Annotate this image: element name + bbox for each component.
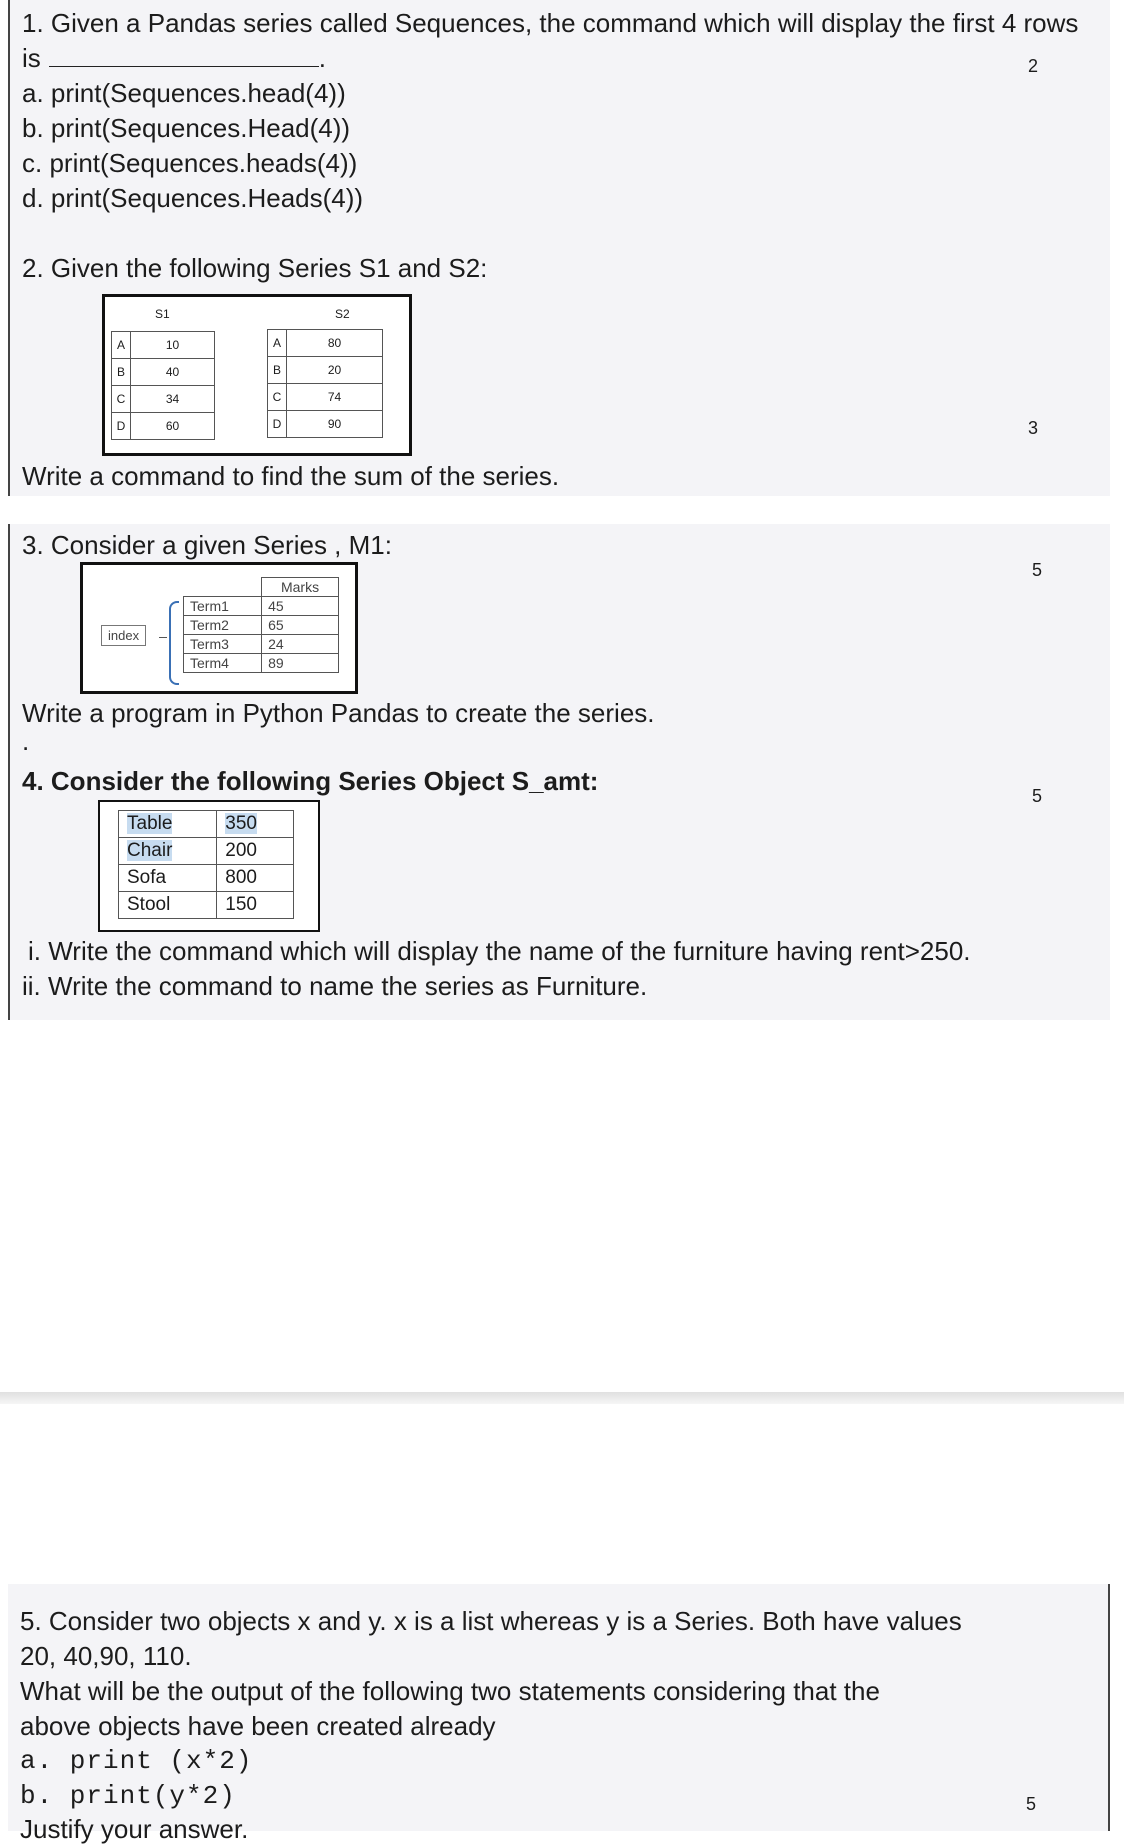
q5-stem-1: 5. Consider two objects x and y. x is a list whereas y is a Series. Both have values — [20, 1606, 962, 1636]
q5-stem-4: above objects have been created already — [20, 1711, 496, 1741]
table-row: A 80 — [268, 330, 383, 357]
index-arrow — [159, 637, 167, 638]
table-row: Sofa 800 — [119, 865, 294, 892]
table-row: Term4 89 — [184, 654, 339, 673]
q3-mark: 5 — [1032, 560, 1043, 580]
table-row: C 74 — [268, 384, 383, 411]
table-row: B 20 — [268, 357, 383, 384]
q2-series-figure — [102, 294, 412, 456]
q2-mark: 3 — [1028, 418, 1039, 438]
q5-justify: Justify your answer. — [20, 1814, 249, 1844]
q4-mark: 5 — [1032, 786, 1043, 806]
question-panel-3 — [8, 1584, 1110, 1844]
q1-stem-line2: is . — [22, 43, 327, 73]
page-divider — [0, 1392, 1124, 1404]
q3-instruction: Write a program in Python Pandas to create the series. — [22, 698, 655, 728]
m1-series-figure — [80, 562, 358, 694]
table-row: D 90 — [268, 411, 383, 438]
table-row: B 40 — [112, 359, 215, 386]
table-row: Stool 150 — [119, 892, 294, 919]
answer-blank — [49, 44, 319, 67]
table-row: Term1 45 — [184, 597, 339, 616]
q1-option-d: d. print(Sequences.Heads(4)) — [22, 183, 364, 213]
s2-header: S2 — [335, 307, 350, 321]
q1-mark: 2 — [1028, 56, 1039, 76]
s2-table — [267, 329, 383, 438]
table-row: Marks — [184, 578, 339, 597]
index-label: index — [101, 625, 146, 646]
q1-option-c: c. print(Sequences.heads(4)) — [22, 148, 358, 178]
q3-stem: 3. Consider a given Series , M1: — [22, 530, 392, 560]
table-row: D 60 — [112, 413, 215, 440]
q5-code-b: b. print(y*2) — [20, 1781, 236, 1811]
table-row: C 34 — [112, 386, 215, 413]
s-amt-table — [118, 810, 294, 919]
q2-stem: 2. Given the following Series S1 and S2: — [22, 253, 488, 283]
stray-dot: . — [22, 726, 30, 756]
q5-mark: 5 — [1026, 1794, 1037, 1814]
table-row: Term2 65 — [184, 616, 339, 635]
q2-instruction: Write a command to find the sum of the series. — [22, 461, 560, 491]
q5-stem-2: 20, 40,90, 110. — [20, 1641, 192, 1671]
question-panel-2 — [8, 524, 1110, 1020]
q4-stem: 4. Consider the following Series Object S_amt: — [22, 766, 599, 796]
q4-part-ii: ii. Write the command to name the series as Furniture. — [22, 971, 648, 1001]
q4-part-i: i. Write the command which will display the name of the furniture having rent>250. — [28, 936, 971, 966]
s1-table — [111, 331, 215, 440]
s1-header: S1 — [155, 307, 170, 321]
index-brace — [169, 601, 179, 685]
s-amt-figure — [98, 800, 320, 932]
table-row: A 10 — [112, 332, 215, 359]
q5-stem-3: What will be the output of the following two statements considering that the — [20, 1676, 880, 1706]
table-row: Table 350 — [119, 811, 294, 838]
q1-stem: 1. Given a Pandas series called Sequences, the command which will display the first 4 rows — [22, 8, 1079, 38]
question-panel-1 — [8, 0, 1110, 496]
q5-code-a: a. print (x*2) — [20, 1746, 253, 1776]
table-row: Term3 24 — [184, 635, 339, 654]
m1-table — [183, 577, 339, 673]
q1-option-a: a. print(Sequences.head(4)) — [22, 78, 346, 108]
q1-option-b: b. print(Sequences.Head(4)) — [22, 113, 351, 143]
table-row: Chair 200 — [119, 838, 294, 865]
